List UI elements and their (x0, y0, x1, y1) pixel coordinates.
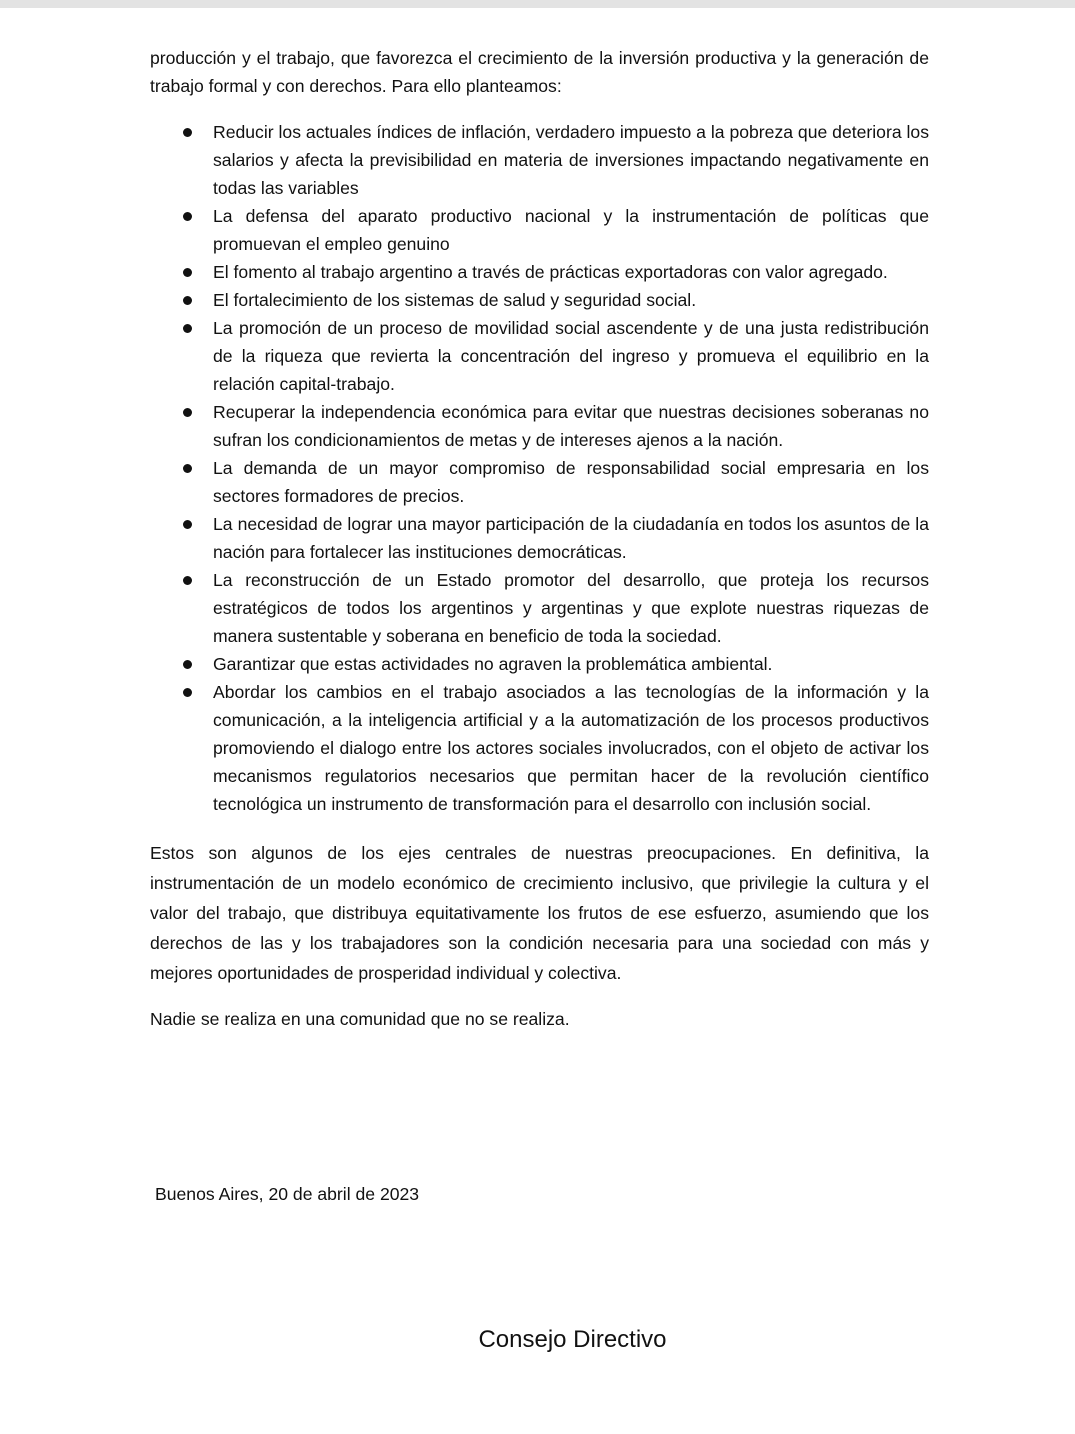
intro-paragraph: producción y el trabajo, que favorezca el crecimiento de la inversión productiva y la generación de trabajo formal y con derechos. Para ello planteamos: (150, 48, 929, 96)
list-item-text: Reducir los actuales índices de inflación, verdadero impuesto a la pobreza que deteriora los salarios y afecta la previsibilidad en materia de inversiones impactando negativamente en todas las variables (213, 122, 929, 198)
list-item (213, 510, 929, 566)
motto-paragraph: Nadie se realiza en una comunidad que no se realiza. (150, 1009, 570, 1029)
list-item-text: Garantizar que estas actividades no agraven la problemática ambiental. (213, 654, 773, 674)
list-item (213, 454, 929, 510)
bullet-icon (183, 128, 192, 137)
document-page (150, 44, 929, 1033)
list-item-text: La demanda de un mayor compromiso de responsabilidad social empresaria en los sectores formadores de precios. (213, 458, 929, 506)
bullet-icon (183, 324, 192, 333)
bullet-icon (183, 408, 192, 417)
list-item (213, 566, 929, 650)
list-item (213, 258, 929, 286)
list-item (213, 314, 929, 398)
list-item-text: La defensa del aparato productivo nacional y la instrumentación de políticas que promuevan el empleo genuino (213, 206, 929, 254)
viewer-top-bar (0, 0, 1075, 8)
list-item (213, 286, 929, 314)
closing-paragraph: Estos son algunos de los ejes centrales de nuestras preocupaciones. En definitiva, la instrumentación de un modelo económico de crecimiento inclusivo, que privilegie la cultura y el valor del trabajo, que distribuya equitativamente los frutos de ese esfuerzo, asumiendo que los derechos de las y los trabajadores son la condición necesaria para una sociedad con más y mejores oportunidades de prosperidad individual y colectiva. (150, 843, 929, 983)
list-item (213, 678, 929, 818)
bullet-icon (183, 520, 192, 529)
list-item-text: El fomento al trabajo argentino a través de prácticas exportadoras con valor agregado. (213, 262, 888, 282)
list-item (213, 650, 929, 678)
list-item-text: La necesidad de lograr una mayor participación de la ciudadanía en todos los asuntos de la nación para fortalecer las instituciones democráticas. (213, 514, 929, 562)
list-item (213, 202, 929, 258)
bullet-icon (183, 296, 192, 305)
list-item (213, 118, 929, 202)
list-item-text: Recuperar la independencia económica para evitar que nuestras decisiones soberanas no sufran los condicionamientos de metas y de intereses ajenos a la nación. (213, 402, 929, 450)
document-date: Buenos Aires, 20 de abril de 2023 (155, 1184, 420, 1204)
bullet-icon (183, 576, 192, 585)
signature: Consejo Directivo (478, 1326, 667, 1353)
bullet-icon (183, 464, 192, 473)
bullet-list (150, 118, 929, 818)
bullet-icon (183, 268, 192, 277)
bullet-icon (183, 212, 192, 221)
list-item-text: Abordar los cambios en el trabajo asociados a las tecnologías de la información y la comunicación, a la inteligencia artificial y a la automatización de los procesos productivos promoviendo el dialogo entre los actores sociales involucrados, con el objeto de activar los mecanismos regulatorios necesarios que permitan hacer de la revolución científico tecnológica un instrumento de transformación para el desarrollo con inclusión social. (213, 682, 929, 814)
list-item-text: La reconstrucción de un Estado promotor del desarrollo, que proteja los recursos estratégicos de todos los argentinos y argentinas y que explote nuestras riquezas de manera sustentable y soberana en beneficio de toda la sociedad. (213, 570, 929, 646)
list-item (213, 398, 929, 454)
bullet-icon (183, 688, 192, 697)
bullet-icon (183, 660, 192, 669)
list-item-text: El fortalecimiento de los sistemas de salud y seguridad social. (213, 290, 697, 310)
list-item-text: La promoción de un proceso de movilidad social ascendente y de una justa redistribución de la riqueza que revierta la concentración del ingreso y promueva el equilibrio en la relación capital-trabajo. (213, 318, 929, 394)
